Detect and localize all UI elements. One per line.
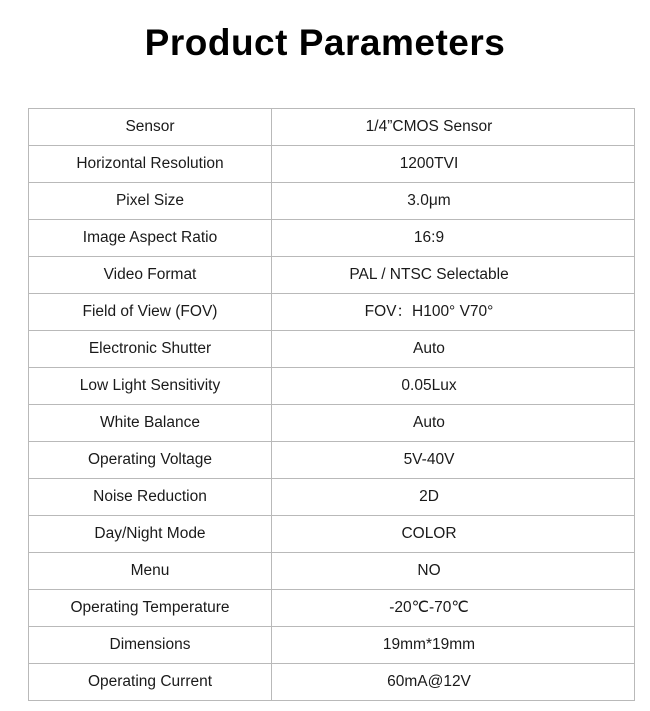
table-row	[29, 331, 635, 368]
table-row	[29, 664, 635, 701]
table-row	[29, 516, 635, 553]
table-row	[29, 109, 635, 146]
parameters-table	[28, 108, 635, 701]
parameter-value-text: 5V-40V	[403, 450, 455, 468]
parameter-value	[272, 590, 635, 627]
parameter-value-text: COLOR	[401, 524, 457, 542]
parameter-value	[272, 405, 635, 442]
table-row	[29, 294, 635, 331]
table-row	[29, 405, 635, 442]
parameter-value-text: Auto	[413, 413, 445, 431]
parameter-value	[272, 368, 635, 405]
table-row	[29, 627, 635, 664]
parameter-value-text: 0.05Lux	[401, 376, 457, 394]
parameter-label: Dimensions	[29, 627, 272, 664]
parameter-value-text: 19mm*19mm	[382, 635, 476, 653]
parameter-label: Menu	[29, 553, 272, 590]
table-row	[29, 368, 635, 405]
parameter-label: Horizontal Resolution	[29, 146, 272, 183]
parameter-value	[272, 109, 635, 146]
parameter-label: Operating Temperature	[29, 590, 272, 627]
parameter-value	[272, 294, 635, 331]
parameter-value-text: 1/4”CMOS Sensor	[365, 117, 493, 135]
parameter-value-text: NO	[417, 561, 441, 579]
table-row	[29, 257, 635, 294]
parameter-value	[272, 220, 635, 257]
parameter-label: Operating Voltage	[29, 442, 272, 479]
parameter-value-text: 3.0μm	[407, 191, 451, 209]
table-row	[29, 183, 635, 220]
parameter-value-text: 1200TVI	[399, 154, 459, 172]
parameters-table-container	[28, 108, 622, 701]
page-title: Product Parameters	[144, 22, 506, 63]
parameters-table-body	[29, 109, 635, 701]
parameter-label: Pixel Size	[29, 183, 272, 220]
parameter-value	[272, 146, 635, 183]
parameter-label: Noise Reduction	[29, 479, 272, 516]
parameter-value	[272, 516, 635, 553]
parameter-value	[272, 553, 635, 590]
table-row	[29, 146, 635, 183]
parameter-label: Field of View (FOV)	[29, 294, 272, 331]
parameter-label: Image Aspect Ratio	[29, 220, 272, 257]
parameter-value-text: Auto	[413, 339, 445, 357]
parameter-value	[272, 479, 635, 516]
parameter-value	[272, 183, 635, 220]
parameter-value-text: FOV：H100° V70°	[364, 302, 494, 320]
parameter-value-text: PAL / NTSC Selectable	[349, 265, 509, 283]
parameter-value	[272, 257, 635, 294]
table-row	[29, 220, 635, 257]
parameter-value	[272, 331, 635, 368]
parameter-label: Low Light Sensitivity	[29, 368, 272, 405]
parameter-value	[272, 442, 635, 479]
parameter-value-text: -20℃-70℃	[389, 598, 469, 616]
parameter-label: Video Format	[29, 257, 272, 294]
table-row	[29, 442, 635, 479]
parameter-value-text: 60mA@12V	[387, 672, 471, 690]
parameter-label: Electronic Shutter	[29, 331, 272, 368]
parameter-value	[272, 627, 635, 664]
parameter-label: Day/Night Mode	[29, 516, 272, 553]
table-row	[29, 590, 635, 627]
parameter-value	[272, 664, 635, 701]
table-row	[29, 553, 635, 590]
table-row	[29, 479, 635, 516]
parameter-value-text: 2D	[419, 487, 439, 505]
parameter-value-text: 16:9	[413, 228, 445, 246]
parameter-label: White Balance	[29, 405, 272, 442]
parameter-label: Operating Current	[29, 664, 272, 701]
parameter-label: Sensor	[29, 109, 272, 146]
